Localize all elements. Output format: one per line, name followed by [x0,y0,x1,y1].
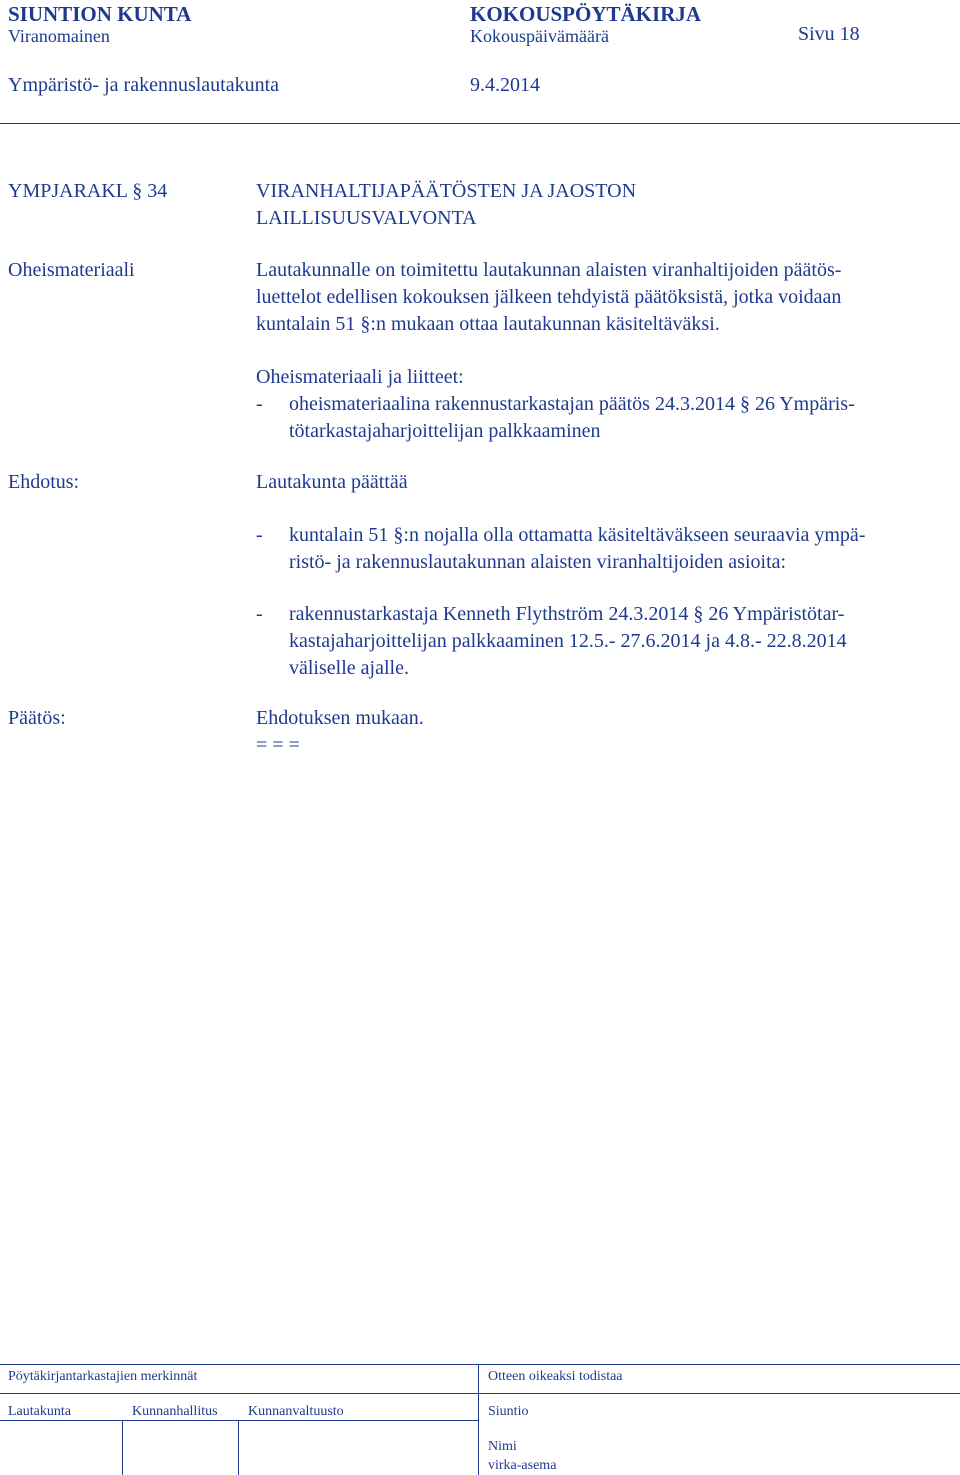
proposal-item1-line2: ristö- ja rakennuslautakunnan alaisten viranhaltijoiden asioita: [289,551,787,573]
attachment-dash: - [256,393,263,415]
proposal-item2-dash: - [256,603,263,625]
footer-col-divider-1 [122,1420,123,1475]
org-name: SIUNTION KUNTA [8,2,192,26]
attachment-line2: tötarkastajaharjoittelijan palkkaaminen [289,420,601,442]
proposal-item1-line1: kuntalain 51 §:n nojalla olla ottamatta käsiteltäväkseen seuraavia ympä- [289,524,866,546]
authority-label: Viranomainen [8,26,110,46]
footer-place: Siuntio [488,1404,529,1419]
proposal-intro: Lautakunta päättää [256,471,408,493]
authority-name: Ympäristö- ja rakennuslautakunta [8,74,280,96]
footer-col-divider-2 [238,1420,239,1475]
date-label: Kokouspäivämäärä [470,26,609,46]
page-number: Sivu 18 [798,23,860,45]
document-type: KOKOUSPÖYTÄKIRJA [470,2,702,26]
background-line2: luettelot edellisen kokouksen jälkeen tehdyistä päätöksistä, jotka voidaan [256,286,842,308]
attachment-line1: oheismateriaalina rakennustarkastajan päätös 24.3.2014 § 26 Ympäris- [289,393,855,415]
background-line1: Lautakunnalle on toimitettu lautakunnan alaisten viranhaltijoiden päätös- [256,259,842,281]
proposal-item1-dash: - [256,524,263,546]
footer-columns-rule [0,1420,478,1421]
meeting-date: 9.4.2014 [470,74,540,96]
footer-divider [478,1364,479,1475]
section-title-line2: LAILLISUUSVALVONTA [256,207,477,229]
footer-col-executive: Kunnanhallitus [132,1404,218,1419]
background-label: Oheismateriaali [8,259,135,281]
footer-col-council: Kunnanvaltuusto [248,1404,344,1419]
proposal-item2-line3: väliselle ajalle. [289,657,409,679]
footer-name-label: Nimi [488,1439,517,1454]
certified-label: Otteen oikeaksi todistaa [488,1369,623,1384]
proposal-item2-line2: kastajaharjoittelijan palkkaaminen 12.5.- 27.6.2014 ja 4.8.- 22.8.2014 [289,630,847,652]
background-line3: kuntalain 51 §:n mukaan ottaa lautakunnan käsiteltäväksi. [256,313,720,335]
footer-position-label: virka-asema [488,1458,557,1473]
decision-end-mark: = = = [256,734,300,756]
proposal-label: Ehdotus: [8,471,80,493]
decision-text: Ehdotuksen mukaan. [256,707,424,729]
footer-mid-rule [0,1393,960,1394]
footer-col-board: Lautakunta [8,1404,71,1419]
attachments-heading: Oheismateriaali ja liitteet: [256,366,464,388]
header-rule [0,123,960,124]
footer-top-rule [0,1364,960,1365]
section-code: YMPJARAKL § 34 [8,180,168,202]
decision-label: Päätös: [8,707,66,729]
reviewers-label: Pöytäkirjantarkastajien merkinnät [8,1369,198,1384]
proposal-item2-line1: rakennustarkastaja Kenneth Flythström 24.3.2014 § 26 Ympäristötar- [289,603,845,625]
section-title-line1: VIRANHALTIJAPÄÄTÖSTEN JA JAOSTON [256,180,637,202]
